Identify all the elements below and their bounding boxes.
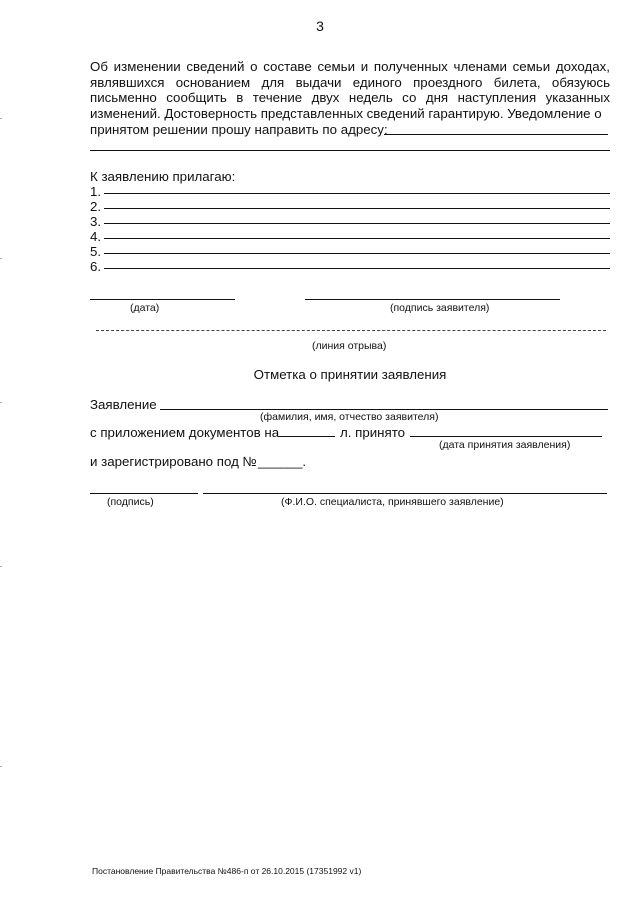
attachment-number: 6.: [90, 259, 102, 274]
attachment-line-6[interactable]: [104, 268, 610, 269]
footer-reference: Постановление Правительства №486-п от 26.10.2015 (17351992 v1): [92, 866, 362, 876]
specialist-fio-caption: (Ф.И.О. специалиста, принявшего заявление): [281, 496, 504, 508]
date-field-line[interactable]: [90, 299, 235, 300]
with-documents-label: с приложением документов на: [90, 425, 280, 440]
registered-label: и зарегистрировано под №: [90, 454, 257, 469]
address-field-line[interactable]: [384, 134, 608, 135]
attachment-number: 5.: [90, 244, 102, 259]
scan-edge-mark: [0, 766, 2, 767]
applicant-signature-caption: (подпись заявителя): [390, 302, 490, 314]
specialist-signature-line[interactable]: [90, 493, 198, 494]
scan-edge-mark: [0, 566, 2, 567]
applicant-fio-line[interactable]: [160, 409, 608, 410]
attachment-line-3[interactable]: [104, 223, 610, 224]
sheets-accepted-label: л. принято: [340, 425, 406, 440]
attachment-number: 4.: [90, 229, 102, 244]
statement-label: Заявление: [90, 397, 157, 412]
attachment-number: 1.: [90, 184, 102, 199]
attachment-number: 2.: [90, 199, 102, 214]
registration-number-field[interactable]: ______.: [258, 454, 307, 469]
sheet-count-line[interactable]: [279, 436, 335, 437]
tear-line: [96, 330, 606, 331]
attachment-line-2[interactable]: [104, 208, 610, 209]
page-number: 3: [316, 18, 324, 34]
tear-line-caption: (линия отрыва): [312, 340, 387, 352]
attachment-line-4[interactable]: [104, 238, 610, 239]
attachment-line-1[interactable]: [104, 193, 610, 194]
applicant-fio-caption: (фамилия, имя, отчество заявителя): [260, 411, 439, 423]
attachment-number: 3.: [90, 214, 102, 229]
address-field-line-2[interactable]: [90, 150, 610, 151]
applicant-signature-line[interactable]: [305, 299, 560, 300]
acceptance-date-line[interactable]: [410, 436, 602, 437]
attachments-title: К заявлению прилагаю:: [90, 169, 236, 184]
obligation-paragraph: Об изменении сведений о составе семьи и полученных членами семьи доходах, являвшихся основанием для выдачи единого проездного билета, обязуюсь письменно сообщить в течение двух недель со дня наступления указанных изменений. Достоверность представленных сведений гарантирую. Уведомление о: [90, 59, 610, 121]
date-caption: (дата): [130, 302, 160, 314]
receipt-title: Отметка о принятии заявления: [253, 367, 447, 382]
specialist-fio-line[interactable]: [203, 493, 607, 494]
acceptance-date-caption: (дата принятия заявления): [439, 439, 571, 451]
specialist-signature-caption: (подпись): [107, 496, 154, 508]
scan-edge-mark: [0, 258, 2, 259]
scan-edge-mark: [0, 402, 2, 403]
scan-edge-mark: [0, 118, 2, 119]
address-prompt: принятом решении прошу направить по адресу:: [90, 122, 388, 137]
attachment-line-5[interactable]: [104, 253, 610, 254]
